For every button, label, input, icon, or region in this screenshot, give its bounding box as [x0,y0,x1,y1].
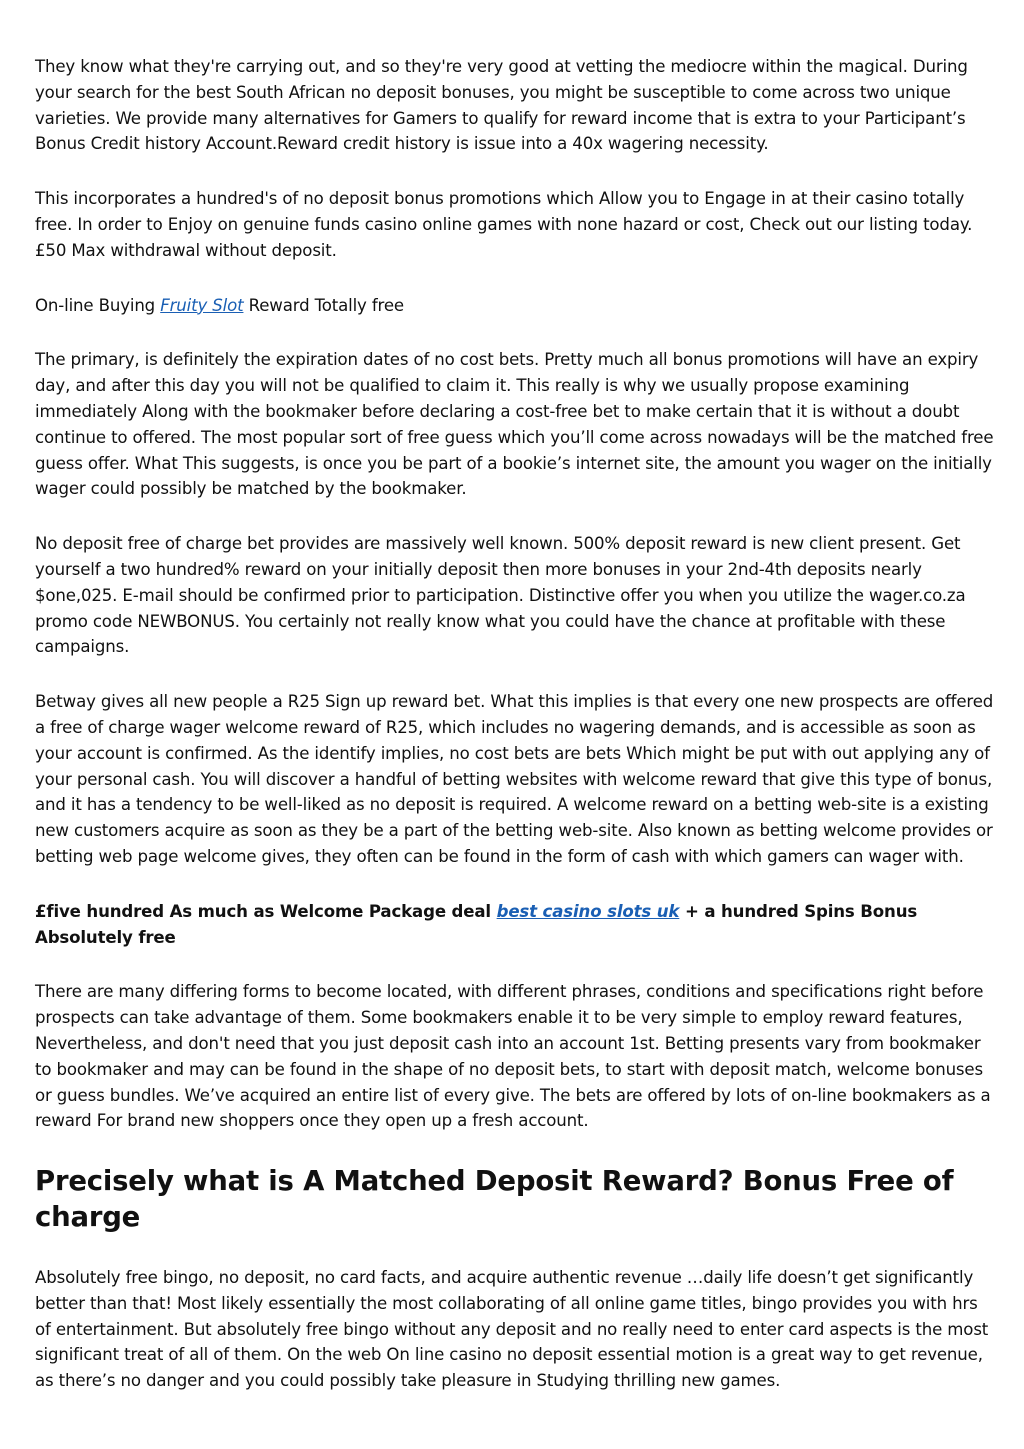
section-heading: Precisely what is A Matched Deposit Reward? Bonus Free of charge [35,1165,954,1234]
paragraph-3-text-after: Reward Totally free [243,295,404,315]
paragraph-9: Absolutely free bingo, no deposit, no card facts, and acquire authentic revenue …daily life doesn’t get significantly better than that! Most likely essentially the most collaborating of all online game titles, bingo provides you with hrs of entertainment. But absolutely free bingo without any deposit and no really need to enter card aspects is the most significant treat of all of them. On the web On line casino no deposit essential motion is a great way to get revenue, as there’s no danger and you could possibly take pleasure in Studying thrilling new games. [35,1268,989,1391]
paragraph-3 [35,293,995,319]
paragraph-3-text-before: On-line Buying [35,295,161,315]
paragraph-6: Betway gives all new people a R25 Sign up reward bet. What this implies is that every one new prospects are offered a free of charge wager welcome reward of R25, which includes no wagering demands, and is accessible as soon as your account is confirmed. As the identify implies, no cost bets are bets Which might be put with out applying any of your personal cash. You will discover a handful of betting websites with welcome reward that give this type of bonus, and it has a tendency to be well-liked as no deposit is required. A welcome reward on a betting web-site is a existing new customers acquire as soon as they be a part of the betting web-site. Also known as betting welcome provides or betting web page welcome gives, they often can be found in the form of cash with which gamers can wager with. [35,692,994,866]
subheading-text-before: £five hundred As much as Welcome Package deal [35,901,497,921]
paragraph-5: No deposit free of charge bet provides are massively well known. 500% deposit reward is new client present. Get yourself a two hundred% reward on your initially deposit then more bonuses in your 2nd-4th deposits nearly $one,025. E-mail should be confirmed prior to participation. Distinctive offer you when you utilize the wager.co.za promo code NEWBONUS. You certainly not really know what you could have the chance at profitable with these campaigns. [35,534,966,657]
paragraph-1: They know what they're carrying out, and so they're very good at vetting the mediocre within the magical. During your search for the best South African no deposit bonuses, you might be susceptible to come across two unique varieties. We provide many alternatives for Gamers to qualify for reward income that is extra to your Participant’s Bonus Credit history Account.Reward credit history is issue into a 40x wagering necessity. [35,57,968,154]
document-body [35,54,995,1423]
paragraph-2: This incorporates a hundred's of no deposit bonus promotions which Allow you to Engage in at their casino totally free. In order to Enjoy on genuine funds casino online games with none hazard or cost, Check out our listing today. £50 Max withdrawal without deposit. [35,189,973,260]
paragraph-8: There are many differing forms to become located, with different phrases, conditions and specifications right before prospects can take advantage of them. Some bookmakers enable it to be very simple to employ reward features, Nevertheless, and don't need that you just deposit cash into an account 1st. Betting presents vary from bookmaker to bookmaker and may can be found in the shape of no deposit bets, to start with deposit match, welcome bonuses or guess bundles. We’ve acquired an entire list of every give. The bets are offered by lots of on-line bookmakers as a reward For brand new shoppers once they open up a fresh account. [35,982,991,1131]
paragraph-4: The primary, is definitely the expiration dates of no cost bets. Pretty much all bonus promotions will have an expiry day, and after this day you will not be qualified to claim it. This really is why we usually propose examining immediately Along with the bookmaker before declaring a cost-free bet to make certain that it is without a doubt continue to offered. The most popular sort of free guess which you’ll come across nowadays will be the matched free guess offer. What This suggests, is once you be part of a bookie’s internet site, the amount you wager on the initially wager could possibly be matched by the bookmaker. [35,350,994,499]
bold-subheading [35,899,995,951]
best-casino-slots-link[interactable]: best casino slots uk [496,901,680,921]
subheading-text-after: + a hundred Spins Bonus Absolutely free [35,901,918,947]
fruity-slot-link[interactable]: Fruity Slot [160,295,244,315]
